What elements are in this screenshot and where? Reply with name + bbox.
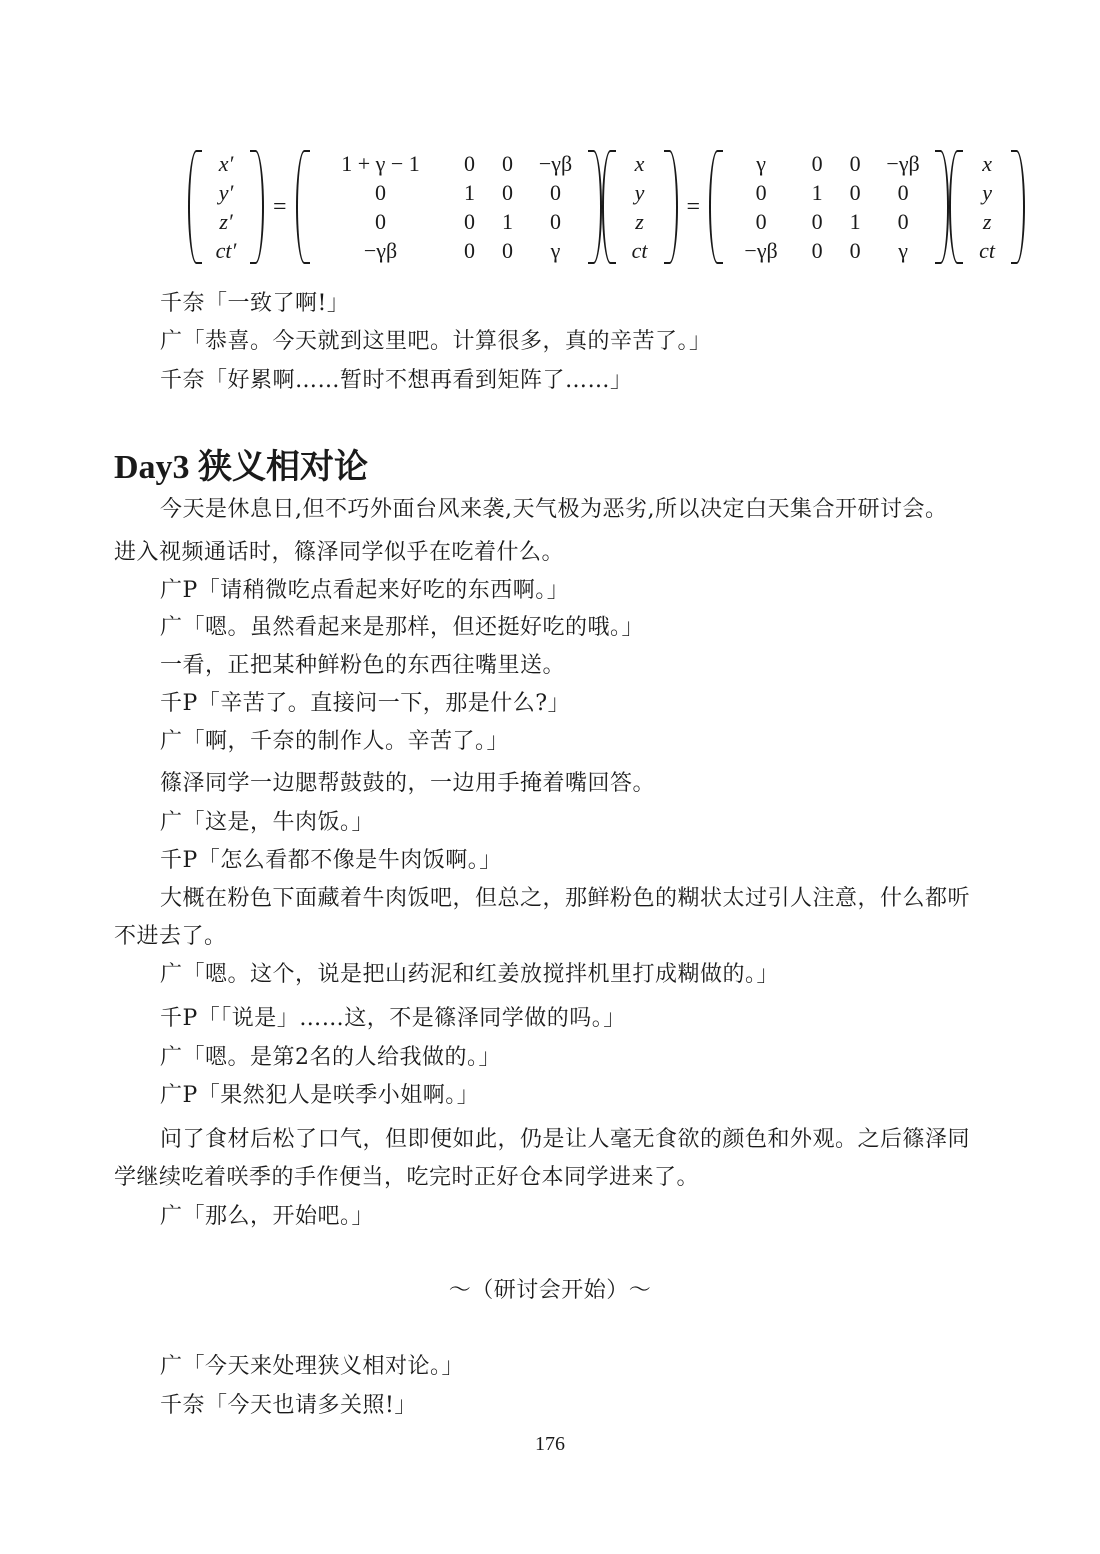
right-paren xyxy=(664,150,678,264)
matrix-entry: γ xyxy=(756,151,766,176)
equals-sign: = xyxy=(686,193,701,220)
matrix-entry: 0 xyxy=(811,238,823,263)
dialogue-line: 广「这是，牛肉饭。」 xyxy=(160,810,375,835)
vector-entry: z′ xyxy=(219,209,233,234)
dialogue-line: 广「今天来处理狭义相对论。」 xyxy=(160,1354,465,1379)
matrix-entry: 0 xyxy=(375,209,387,234)
dialogue-line: 广P「果然犯人是咲季小姐啊。」 xyxy=(160,1083,480,1108)
left-paren xyxy=(949,150,963,264)
matrix-entry: 0 xyxy=(897,180,909,205)
vector-entry: x′ xyxy=(218,151,234,176)
vector-entry: y xyxy=(634,180,645,205)
dialogue-line: 千P「「说是」……这，不是篠泽同学做的吗。」 xyxy=(160,1006,626,1031)
right-paren xyxy=(588,150,602,264)
dialogue-line: 广「嗯。是第2名的人给我做的。」 xyxy=(160,1045,501,1070)
vector-entry: x xyxy=(982,151,992,176)
matrix-entry: 0 xyxy=(502,238,514,263)
dialogue-line: 千奈「好累啊……暂时不想再看到矩阵了……」 xyxy=(160,368,633,393)
body-line: 问了食材后松了口气，但即便如此，仍是让人毫无食欲的颜色和外观。之后篠泽同 xyxy=(160,1127,971,1152)
matrix-entry: 1 xyxy=(811,180,823,205)
matrix-entry: 0 xyxy=(550,209,562,234)
matrix-entry: 0 xyxy=(755,209,767,234)
vector-entry: x xyxy=(634,151,645,176)
body-line: 进入视频通话时，篠泽同学似乎在吃着什么。 xyxy=(114,540,565,565)
dialogue-line: 广P「请稍微吃点看起来好吃的东西啊。」 xyxy=(160,578,570,603)
dialogue-line: 千P「辛苦了。直接问一下，那是什么?」 xyxy=(160,691,571,716)
right-paren xyxy=(1011,150,1025,264)
matrix-entry: −γβ xyxy=(744,238,778,263)
matrix-entry: −γβ xyxy=(363,238,398,263)
matrix-entry: 0 xyxy=(502,180,514,205)
dialogue-line: 广「啊，千奈的制作人。辛苦了。」 xyxy=(160,729,510,754)
equals-sign: = xyxy=(273,193,287,220)
matrix-entry: 0 xyxy=(550,180,562,205)
dialogue-line: 千奈「今天也请多关照!」 xyxy=(160,1393,417,1418)
matrix-entry: 1 + γ − 1 xyxy=(341,151,420,176)
unprimed-vector xyxy=(965,148,1009,266)
body-line: 学继续吃着咲季的手作便当，吃完时正好仓本同学进来了。 xyxy=(114,1165,700,1190)
matrix-entry: 0 xyxy=(755,180,767,205)
lorentz-equation xyxy=(188,148,1025,266)
transform-matrix-simplified xyxy=(725,148,933,266)
matrix-entry: 1 xyxy=(849,209,861,234)
matrix-entry: 0 xyxy=(811,209,823,234)
page-number: 176 xyxy=(535,1433,565,1455)
matrix-entry: γ xyxy=(550,238,561,263)
vector-entry: z xyxy=(635,209,644,234)
matrix-entry: 0 xyxy=(849,180,861,205)
dialogue-line: 千奈「一致了啊!」 xyxy=(160,291,350,316)
matrix-entry: 1 xyxy=(464,180,476,205)
dialogue-line: 广「恭喜。今天就到这里吧。计算很多，真的辛苦了。」 xyxy=(160,329,712,354)
matrix-entry: −γβ xyxy=(886,151,920,176)
vector-entry: ct xyxy=(979,238,996,263)
left-paren xyxy=(709,150,723,264)
matrix-entry: 0 xyxy=(464,151,476,176)
scene-separator: ～（研讨会开始）～ xyxy=(448,1278,652,1303)
body-line: 一看，正把某种鲜粉色的东西往嘴里送。 xyxy=(160,653,566,678)
vector-entry: ct′ xyxy=(215,238,237,263)
matrix-entry: 1 xyxy=(502,209,514,234)
matrix-entry: 0 xyxy=(464,238,476,263)
primed-vector xyxy=(204,148,248,266)
right-paren xyxy=(935,150,949,264)
left-paren xyxy=(188,150,202,264)
dialogue-line: 千P「怎么看都不像是牛肉饭啊。」 xyxy=(160,848,502,873)
matrix-entry: 0 xyxy=(464,209,476,234)
section-heading: Day3 狭义相对论 xyxy=(114,449,369,486)
left-paren xyxy=(602,150,616,264)
left-paren xyxy=(296,150,310,264)
vector-entry: y′ xyxy=(218,180,234,205)
vector-entry: ct xyxy=(631,238,648,263)
matrix-entry: 0 xyxy=(502,151,514,176)
transform-matrix-expanded xyxy=(312,148,586,266)
dialogue-line: 广「嗯。虽然看起来是那样，但还挺好吃的哦。」 xyxy=(160,615,645,640)
matrix-entry: 0 xyxy=(849,238,861,263)
matrix-entry: 0 xyxy=(375,180,387,205)
body-line: 不进去了。 xyxy=(114,924,227,949)
matrix-entry: 0 xyxy=(897,209,909,234)
matrix-entry: γ xyxy=(898,238,908,263)
dialogue-line: 广「嗯。这个，说是把山药泥和红姜放搅拌机里打成糊做的。」 xyxy=(160,962,780,987)
unprimed-vector xyxy=(618,148,662,266)
matrix-entry: 0 xyxy=(849,151,861,176)
matrix-entry: 0 xyxy=(811,151,823,176)
matrix-entry: −γβ xyxy=(538,151,573,176)
right-paren xyxy=(250,150,264,264)
body-line: 大概在粉色下面藏着牛肉饭吧，但总之，那鲜粉色的糊状太过引人注意，什么都听 xyxy=(160,886,971,911)
body-line: 今天是休息日,但不巧外面台风来袭,天气极为恶劣,所以决定白天集合开研讨会。 xyxy=(160,497,948,522)
vector-entry: y xyxy=(982,180,992,205)
vector-entry: z xyxy=(982,209,992,234)
dialogue-line: 广「那么，开始吧。」 xyxy=(160,1204,375,1229)
body-line: 篠泽同学一边腮帮鼓鼓的，一边用手掩着嘴回答。 xyxy=(160,771,656,796)
